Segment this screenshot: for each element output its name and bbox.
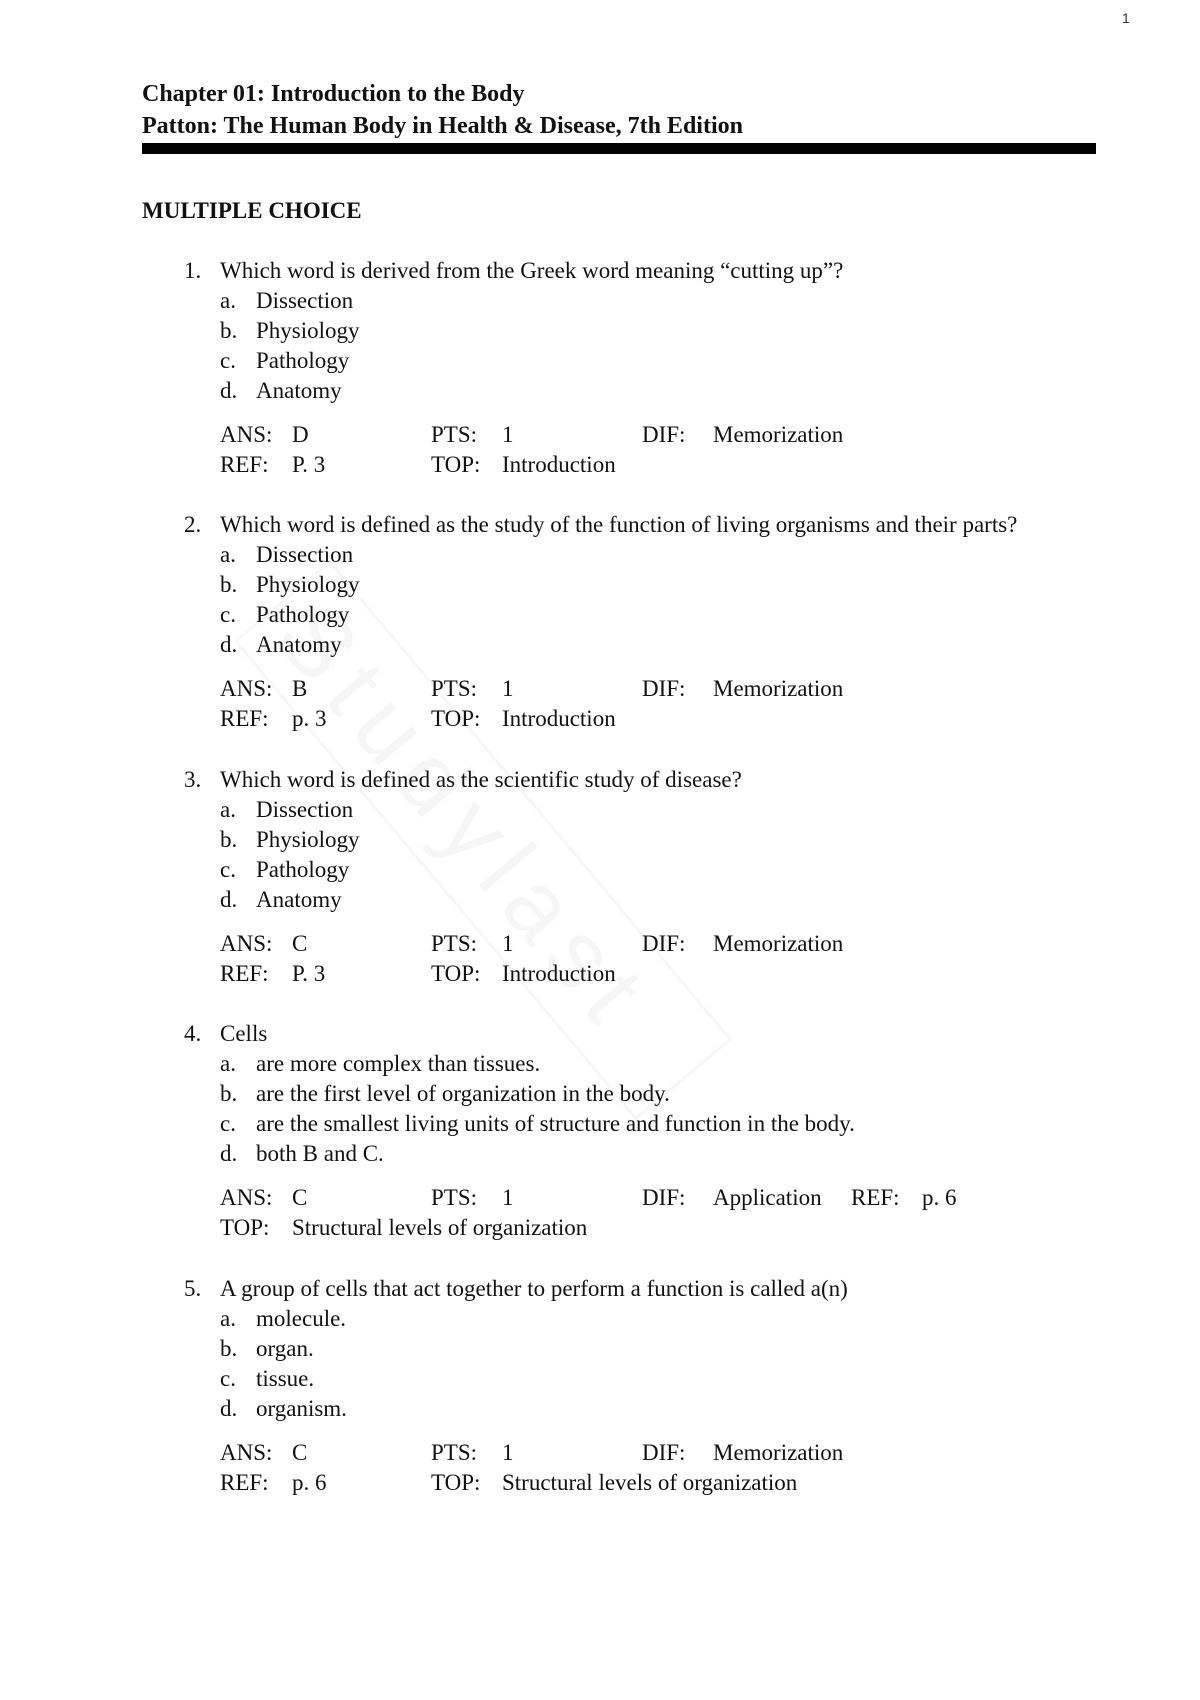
pts-value: 1 bbox=[502, 422, 514, 447]
option-text: Anatomy bbox=[256, 378, 342, 403]
option-a bbox=[184, 795, 1084, 825]
option-text: Physiology bbox=[256, 572, 360, 597]
top-value: Structural levels of organization bbox=[292, 1215, 588, 1240]
option-text: are the smallest living units of structure and function in the body. bbox=[256, 1111, 855, 1136]
answer-meta bbox=[184, 1438, 1084, 1498]
ref-value: p. 6 bbox=[292, 1470, 327, 1495]
option-text: Pathology bbox=[256, 348, 350, 373]
meta-row bbox=[184, 674, 1084, 704]
option-text: both B and C. bbox=[256, 1141, 384, 1166]
dif-value: Memorization bbox=[713, 1440, 844, 1465]
pts-value: 1 bbox=[502, 931, 514, 956]
option-letter: c. bbox=[220, 1111, 236, 1136]
option-text: Anatomy bbox=[256, 887, 342, 912]
ref-label: REF: bbox=[220, 961, 269, 986]
question-text: Which word is defined as the scientific study of disease? bbox=[220, 767, 742, 792]
option-text: Anatomy bbox=[256, 632, 342, 657]
option-letter: c. bbox=[220, 348, 236, 373]
meta-row bbox=[184, 1468, 1084, 1498]
option-a bbox=[184, 1304, 1084, 1334]
pts-value: 1 bbox=[502, 676, 514, 701]
meta-row bbox=[184, 1213, 1084, 1243]
option-c bbox=[184, 346, 1084, 376]
top-value: Introduction bbox=[502, 706, 616, 731]
top-label: TOP: bbox=[220, 1215, 270, 1240]
question-text: Cells bbox=[220, 1021, 268, 1046]
answer-meta bbox=[184, 1183, 1084, 1243]
option-d bbox=[184, 630, 1084, 660]
option-letter: d. bbox=[220, 378, 238, 403]
page-number: 1 bbox=[1122, 10, 1130, 26]
top-label: TOP: bbox=[431, 961, 481, 986]
question-1 bbox=[184, 256, 1084, 480]
option-letter: a. bbox=[220, 797, 236, 822]
question-line bbox=[184, 1019, 1084, 1049]
pts-value: 1 bbox=[502, 1185, 514, 1210]
ans-value: D bbox=[292, 422, 309, 447]
option-letter: b. bbox=[220, 1336, 238, 1361]
question-4 bbox=[184, 1019, 1084, 1243]
option-b bbox=[184, 825, 1084, 855]
question-text: Which word is defined as the study of the function of living organisms and their parts? bbox=[220, 512, 1018, 537]
ans-value: B bbox=[292, 676, 308, 701]
option-letter: c. bbox=[220, 1366, 236, 1391]
dif-label: DIF: bbox=[642, 676, 686, 701]
option-b bbox=[184, 570, 1084, 600]
question-number: 1. bbox=[184, 258, 202, 283]
section-title: MULTIPLE CHOICE bbox=[142, 198, 362, 223]
question-number: 2. bbox=[184, 512, 202, 537]
meta-row bbox=[184, 1183, 1084, 1213]
ref-value: P. 3 bbox=[292, 452, 326, 477]
option-text: Pathology bbox=[256, 857, 350, 882]
option-letter: a. bbox=[220, 288, 236, 313]
meta-row bbox=[184, 420, 1084, 450]
answer-meta bbox=[184, 420, 1084, 480]
option-letter: b. bbox=[220, 827, 238, 852]
question-line bbox=[184, 256, 1084, 286]
option-text: Pathology bbox=[256, 602, 350, 627]
chapter-title: Chapter 01: Introduction to the Body bbox=[142, 81, 525, 107]
option-c bbox=[184, 600, 1084, 630]
pts-value: 1 bbox=[502, 1440, 514, 1465]
question-text: Which word is derived from the Greek word meaning “cutting up”? bbox=[220, 258, 844, 283]
answer-meta bbox=[184, 929, 1084, 989]
question-number: 3. bbox=[184, 767, 202, 792]
option-letter: d. bbox=[220, 887, 238, 912]
question-line bbox=[184, 765, 1084, 795]
meta-row bbox=[184, 929, 1084, 959]
dif-label: DIF: bbox=[642, 1185, 686, 1210]
ref-value: P. 3 bbox=[292, 961, 326, 986]
dif-value: Memorization bbox=[713, 422, 844, 447]
document-header bbox=[142, 78, 1096, 142]
top-label: TOP: bbox=[431, 706, 481, 731]
meta-row bbox=[184, 704, 1084, 734]
option-letter: b. bbox=[220, 1081, 238, 1106]
option-d bbox=[184, 885, 1084, 915]
option-text: Physiology bbox=[256, 318, 360, 343]
option-letter: d. bbox=[220, 1141, 238, 1166]
pts-label: PTS: bbox=[431, 1440, 478, 1465]
ans-value: C bbox=[292, 1185, 308, 1210]
ans-value: C bbox=[292, 1440, 308, 1465]
option-a bbox=[184, 540, 1084, 570]
top-label: TOP: bbox=[431, 452, 481, 477]
meta-row bbox=[184, 450, 1084, 480]
option-letter: b. bbox=[220, 572, 238, 597]
option-text: Dissection bbox=[256, 542, 354, 567]
dif-label: DIF: bbox=[642, 1440, 686, 1465]
option-text: tissue. bbox=[256, 1366, 315, 1391]
header-rule bbox=[142, 143, 1096, 154]
meta-row bbox=[184, 1438, 1084, 1468]
ans-value: C bbox=[292, 931, 308, 956]
option-d bbox=[184, 376, 1084, 406]
meta-row bbox=[184, 959, 1084, 989]
option-text: Dissection bbox=[256, 797, 354, 822]
option-c bbox=[184, 855, 1084, 885]
ans-label: ANS: bbox=[220, 931, 273, 956]
option-text: molecule. bbox=[256, 1306, 347, 1331]
option-letter: d. bbox=[220, 632, 238, 657]
option-letter: c. bbox=[220, 857, 236, 882]
dif-label: DIF: bbox=[642, 931, 686, 956]
ans-label: ANS: bbox=[220, 422, 273, 447]
dif-label: DIF: bbox=[642, 422, 686, 447]
option-letter: a. bbox=[220, 1306, 236, 1331]
ref-label: REF: bbox=[220, 706, 269, 731]
pts-label: PTS: bbox=[431, 422, 478, 447]
question-number: 4. bbox=[184, 1021, 202, 1046]
pts-label: PTS: bbox=[431, 931, 478, 956]
option-letter: a. bbox=[220, 542, 236, 567]
top-value: Introduction bbox=[502, 961, 616, 986]
option-letter: c. bbox=[220, 602, 236, 627]
option-text: Physiology bbox=[256, 827, 360, 852]
question-3 bbox=[184, 765, 1084, 989]
option-b bbox=[184, 316, 1084, 346]
ref-label: REF: bbox=[851, 1185, 900, 1210]
option-b bbox=[184, 1334, 1084, 1364]
ref-value: p. 6 bbox=[922, 1185, 957, 1210]
ref-label: REF: bbox=[220, 1470, 269, 1495]
ans-label: ANS: bbox=[220, 1185, 273, 1210]
option-a bbox=[184, 1049, 1084, 1079]
ans-label: ANS: bbox=[220, 1440, 273, 1465]
question-2 bbox=[184, 510, 1084, 734]
question-5 bbox=[184, 1274, 1084, 1498]
top-label: TOP: bbox=[431, 1470, 481, 1495]
top-value: Introduction bbox=[502, 452, 616, 477]
option-text: organism. bbox=[256, 1396, 347, 1421]
ref-label: REF: bbox=[220, 452, 269, 477]
dif-value: Application bbox=[713, 1185, 822, 1210]
option-text: are the first level of organization in the body. bbox=[256, 1081, 670, 1106]
pts-label: PTS: bbox=[431, 1185, 478, 1210]
option-text: are more complex than tissues. bbox=[256, 1051, 541, 1076]
dif-value: Memorization bbox=[713, 931, 844, 956]
question-number: 5. bbox=[184, 1276, 202, 1301]
option-d bbox=[184, 1394, 1084, 1424]
option-b bbox=[184, 1079, 1084, 1109]
option-a bbox=[184, 286, 1084, 316]
question-line bbox=[184, 510, 1084, 540]
option-text: Dissection bbox=[256, 288, 354, 313]
dif-value: Memorization bbox=[713, 676, 844, 701]
option-c bbox=[184, 1109, 1084, 1139]
option-letter: a. bbox=[220, 1051, 236, 1076]
ans-label: ANS: bbox=[220, 676, 273, 701]
book-title: Patton: The Human Body in Health & Disease, 7th Edition bbox=[142, 113, 743, 139]
ref-value: p. 3 bbox=[292, 706, 327, 731]
option-text: organ. bbox=[256, 1336, 314, 1361]
answer-meta bbox=[184, 674, 1084, 734]
top-value: Structural levels of organization bbox=[502, 1470, 798, 1495]
option-c bbox=[184, 1364, 1084, 1394]
option-letter: d. bbox=[220, 1396, 238, 1421]
option-letter: b. bbox=[220, 318, 238, 343]
question-text: A group of cells that act together to perform a function is called a(n) bbox=[220, 1276, 848, 1301]
question-line bbox=[184, 1274, 1084, 1304]
pts-label: PTS: bbox=[431, 676, 478, 701]
option-d bbox=[184, 1139, 1084, 1169]
